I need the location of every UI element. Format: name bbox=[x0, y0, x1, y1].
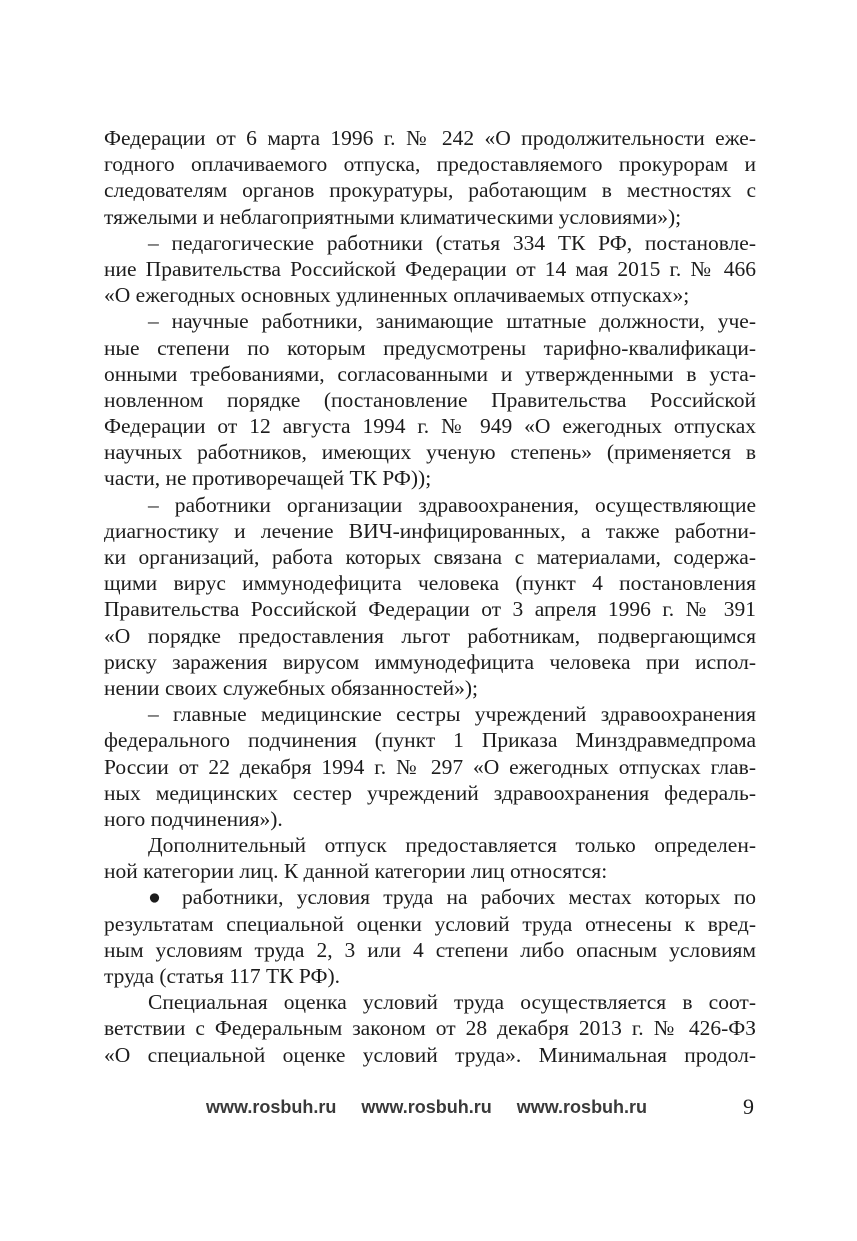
text-line: онными требованиями, согласованными и утвержденными в уста- bbox=[104, 361, 756, 386]
text-line: ● работники, условия труда на рабочих местах которых по bbox=[148, 885, 756, 910]
text-line: федерального подчинения (пункт 1 Приказа Минздравмедпрома bbox=[104, 728, 756, 753]
text-line: нении своих служебных обязанностей»); bbox=[104, 675, 478, 700]
page-footer bbox=[104, 1094, 756, 1120]
text-line: «О ежегодных основных удлиненных оплачиваемых отпусках»; bbox=[104, 283, 690, 308]
page-number: 9 bbox=[743, 1094, 754, 1119]
text-line: диагностику и лечение ВИЧ-инфицированных, а также работни- bbox=[104, 518, 756, 543]
footer-link[interactable]: www.rosbuh.ru bbox=[206, 1097, 337, 1117]
text-line: – педагогические работники (статья 334 ТК РФ, постановле- bbox=[148, 230, 756, 255]
text-line: новленном порядке (постановление Правительства Российской bbox=[104, 387, 756, 412]
text-line: части, не противоречащей ТК РФ)); bbox=[104, 466, 432, 491]
text-line: щими вирус иммунодефицита человека (пункт 4 постановления bbox=[104, 571, 756, 596]
text-line: Правительства Российской Федерации от 3 апреля 1996 г. № 391 bbox=[104, 597, 756, 622]
text-line: «О специальной оценке условий труда». Минимальная продол- bbox=[104, 1042, 756, 1067]
text-line: – научные работники, занимающие штатные должности, уче- bbox=[148, 309, 756, 334]
text-line: ным условиям труда 2, 3 или 4 степени либо опасным условиям bbox=[104, 937, 756, 962]
text-line: Федерации от 12 августа 1994 г. № 949 «О ежегодных отпусках bbox=[104, 414, 756, 439]
text-line: результатам специальной оценки условий труда отнесены к вред- bbox=[104, 911, 756, 936]
footer-link[interactable]: www.rosbuh.ru bbox=[361, 1097, 492, 1117]
text-line: ных медицинских сестер учреждений здравоохранения федераль- bbox=[104, 780, 756, 805]
text-line: России от 22 декабря 1994 г. № 297 «О ежегодных отпусках глав- bbox=[104, 754, 756, 779]
text-line: труда (статья 117 ТК РФ). bbox=[104, 964, 340, 988]
text-line: – работники организации здравоохранения, осуществляющие bbox=[148, 492, 756, 517]
text-line: тяжелыми и неблагоприятными климатическими условиями»); bbox=[104, 204, 682, 229]
text-line: Дополнительный отпуск предоставляется только определен- bbox=[148, 833, 756, 858]
text-line: «О порядке предоставления льгот работникам, подвергающимся bbox=[104, 623, 756, 648]
footer-links bbox=[206, 1094, 667, 1120]
text-line: ки организаций, работа которых связана с материалами, содержа- bbox=[104, 545, 756, 569]
text-line: ветствии с Федеральным законом от 28 декабря 2013 г. № 426-ФЗ bbox=[104, 1016, 756, 1041]
text-line: – главные медицинские сестры учреждений здравоохранения bbox=[148, 702, 756, 727]
text-line: ной категории лиц. К данной категории лиц относятся: bbox=[104, 859, 608, 884]
text-line: следователям органов прокуратуры, работающим в местностях с bbox=[104, 178, 756, 203]
text-line: Федерации от 6 марта 1996 г. № 242 «О продолжительности еже- bbox=[104, 126, 756, 150]
text-line: Специальная оценка условий труда осуществляется в соот- bbox=[148, 990, 756, 1015]
text-line: ные степени по которым предусмотрены тарифно-квалификаци- bbox=[104, 335, 756, 360]
text-line: ние Правительства Российской Федерации от 14 мая 2015 г. № 466 bbox=[104, 256, 756, 281]
text-line: ного подчинения»). bbox=[104, 806, 283, 831]
footer-link[interactable]: www.rosbuh.ru bbox=[516, 1097, 648, 1117]
text-line: годного оплачиваемого отпуска, предоставляемого прокурорам и bbox=[104, 152, 756, 177]
body-text bbox=[104, 125, 756, 1068]
text-line: научных работников, имеющих ученую степень» (применяется в bbox=[104, 440, 756, 465]
text-line: риску заражения вирусом иммунодефицита человека при испол- bbox=[104, 649, 756, 674]
